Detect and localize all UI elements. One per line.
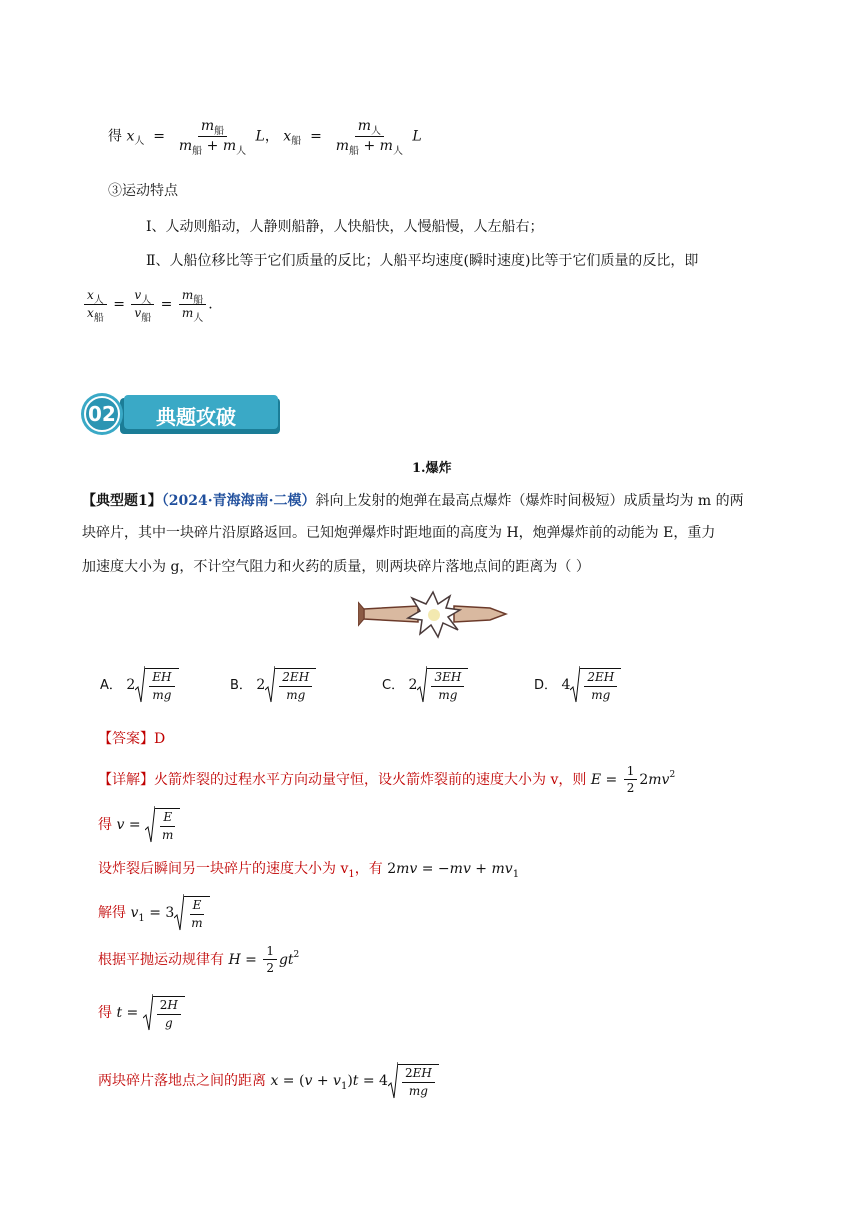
- section-badge: [78, 392, 282, 438]
- ratio-formula: $\frac{x_人}{x_船}$ = $\frac{v_人}{v_船}$ = $\frac{m_船}{m_人}$ .: [82, 288, 213, 321]
- problem-line-2: 块碎片，其中一块碎片沿原路返回。已知炮弹爆炸时距地面的高度为 H，炮弹爆炸前的动能为 E，重力: [82, 525, 716, 541]
- solution-line-3: 设炸裂后瞬间另一块碎片的速度大小为 $v_1$，有 $2mv = -mv + mv_1$: [98, 861, 520, 880]
- fraction: $\frac{m_人}{m_船 + m_人}$: [335, 118, 403, 157]
- points-title: ③运动特点: [108, 183, 178, 199]
- point-1: Ⅰ、人动则船动，人静则船静，人快船快，人慢船慢，人左船右；: [146, 219, 544, 235]
- solution-line-2: 得 v = $\frac{E}{m}$: [98, 806, 180, 844]
- fraction: $\frac{m_船}{m_船 + m_人}$: [178, 118, 247, 157]
- displacement-formula: 得 $x_人$ = $\frac{m_船}{m_船 + m_人}$ L， $x_船$ = $\frac{m_人}{m_船 + m_人}$ L: [108, 118, 422, 157]
- solution-line-7: 两块碎片落地点之间的距离 $x = (v + v_1)t = 4$ $\frac{2EH}{mg}$: [98, 1062, 439, 1100]
- option-c[interactable]: C． 2 $\frac{3EH}{mg}$: [382, 666, 468, 704]
- solution-line-1: 【详解】火箭炸裂的过程水平方向动量守恒，设火箭炸裂前的速度大小为 v，则 E = $\frac{1}{2}$ $2mv^2$: [98, 764, 676, 796]
- explosion-illustration: [358, 590, 508, 640]
- option-d[interactable]: D． 4 $\frac{2EH}{mg}$: [534, 666, 621, 704]
- solution-line-4: 解得 $v_1 = 3$ $\frac{E}{m}$: [98, 894, 210, 932]
- option-a[interactable]: A． 2 $\frac{EH}{mg}$: [100, 666, 179, 704]
- subsection-title: 1.爆炸: [412, 461, 452, 476]
- point-2: Ⅱ、人船位移比等于它们质量的反比；人船平均速度(瞬时速度)比等于它们质量的反比，即: [146, 253, 699, 269]
- problem-line-1: 【典型题1】（2024·青海海南·二模）斜向上发射的炮弹在最高点爆炸（爆炸时间极短）成质量均为 m 的两: [82, 493, 744, 509]
- option-b[interactable]: B． 2 $\frac{2EH}{mg}$: [230, 666, 316, 704]
- section-title: 典题攻破: [156, 405, 236, 429]
- solution-line-6: 得 t = $\frac{2H}{g}$: [98, 994, 185, 1032]
- answer: 【答案】D: [98, 731, 166, 747]
- problem-line-3: 加速度大小为 g，不计空气阻力和火药的质量，则两块碎片落地点间的距离为（ ）: [82, 559, 590, 575]
- solution-line-5: 根据平抛运动规律有 H = $\frac{1}{2}$ $gt^2$: [98, 944, 300, 976]
- section-number: 02: [88, 402, 116, 426]
